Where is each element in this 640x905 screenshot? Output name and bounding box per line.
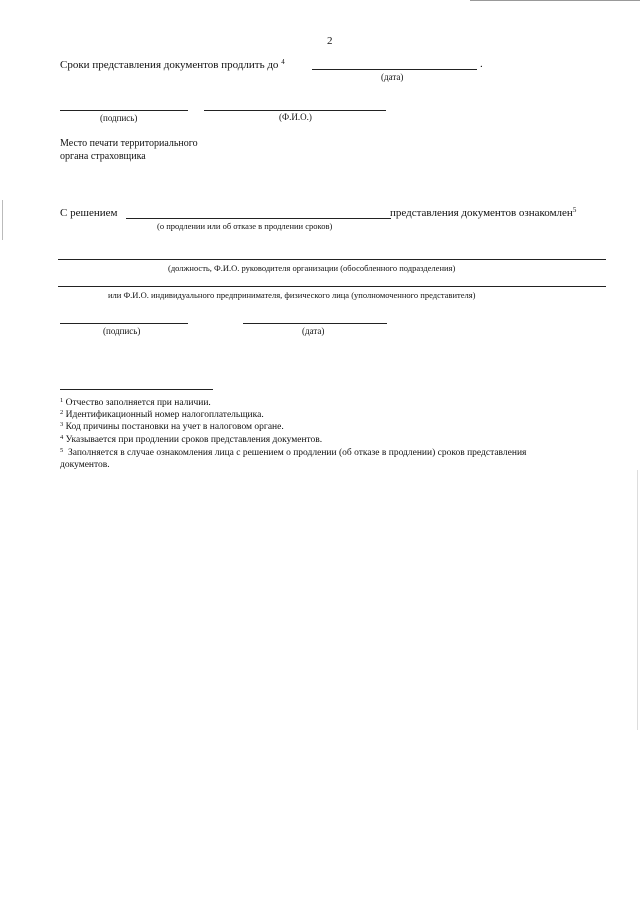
footnote-5: $^5$ Заполняется в случае ознакомления лица с решением о продлении (об отказе в продлении) сроков представления	[60, 447, 527, 458]
signature-caption: (подпись)	[100, 113, 138, 123]
position-caption-2: или Ф.И.О. индивидуального предпринимателя, физического лица (уполномоченного представителя)	[108, 290, 476, 300]
position-caption-1: (должность, Ф.И.О. руководителя организации (обособленного подразделения)	[168, 263, 456, 273]
footnote-separator	[60, 389, 213, 390]
decision-caption: (о продлении или об отказе в продлении сроков)	[157, 221, 333, 231]
decision-footnote-ref: 5	[572, 206, 577, 214]
date2-caption: (дата)	[302, 326, 325, 336]
footnote-2: $^2$ Идентификационный номер налогоплательщика.	[60, 409, 264, 420]
page-number: 2	[327, 35, 333, 47]
position-line-2	[58, 286, 606, 287]
footnote-5-continued: документов.	[60, 460, 110, 470]
scan-edge-right	[637, 470, 638, 730]
name-caption: (Ф.И.О.)	[279, 112, 312, 122]
signature2-caption: (подпись)	[103, 326, 141, 336]
decision-prefix: С решением	[60, 207, 118, 219]
footnote-1: $^1$ Отчество заполняется при наличии.	[60, 397, 211, 408]
footnote-4: $^4$ Указывается при продлении сроков представления документов.	[60, 434, 323, 445]
date2-line	[243, 323, 387, 324]
scan-edge-left	[2, 200, 3, 240]
name-line	[204, 110, 386, 111]
seal-line-1: Место печати территориального	[60, 138, 198, 149]
extend-text: Сроки представления документов продлить до $^4$	[60, 58, 285, 71]
extend-date-line	[312, 69, 477, 70]
seal-line-2: органа страховщика	[60, 151, 146, 162]
signature-line	[60, 110, 188, 111]
extend-trailing-dot: .	[480, 58, 483, 70]
footnote-3: $^3$ Код причины постановки на учет в налоговом органе.	[60, 421, 284, 432]
decision-line	[126, 218, 391, 219]
decision-suffix: представления документов ознакомлен$^5$	[390, 206, 577, 219]
extend-date-caption: (дата)	[381, 72, 404, 82]
position-line-1	[58, 259, 606, 260]
scan-edge-top	[470, 0, 640, 1]
extend-footnote-ref: 4	[281, 58, 285, 66]
signature2-line	[60, 323, 188, 324]
